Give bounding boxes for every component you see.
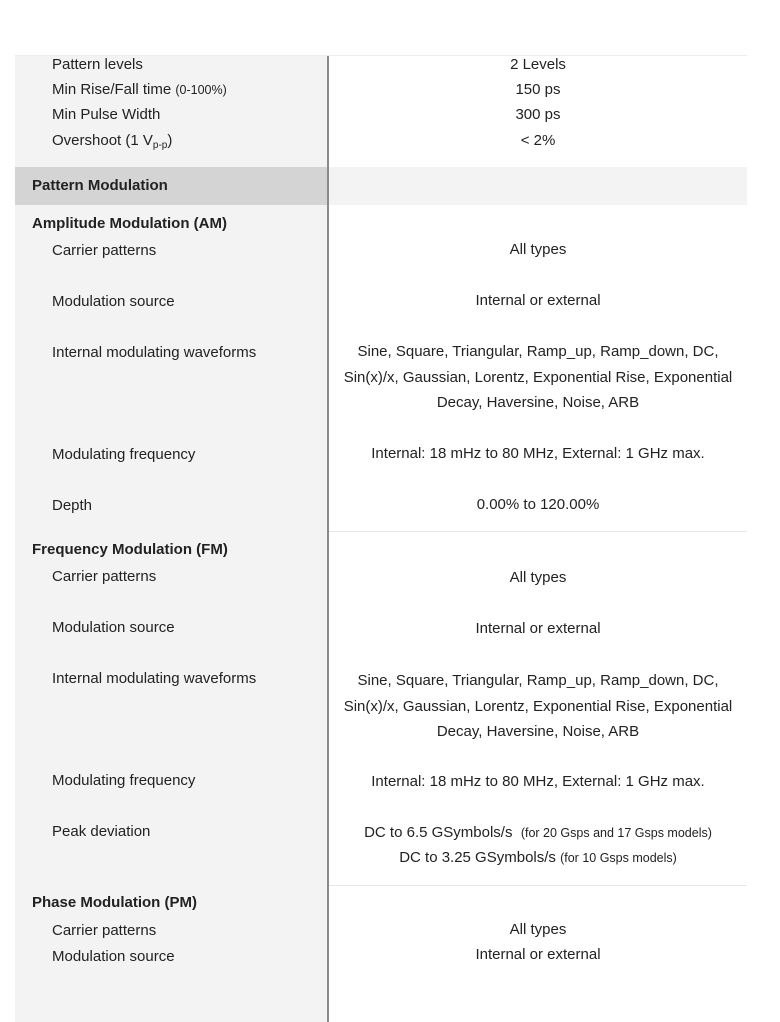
fm-frequency-label: Modulating frequency	[52, 772, 196, 789]
fm-waveforms-value	[329, 668, 747, 745]
am-depth-value: 0.00% to 120.00%	[476, 496, 600, 513]
fm-deviation-line2-text: DC to 3.25 GSymbols/s	[399, 849, 556, 866]
am-depth-label: Depth	[52, 497, 93, 514]
pm-source-value: Internal or external	[475, 946, 601, 963]
am-carrier-value: All types	[509, 241, 567, 258]
fm-deviation-line2-note: (for 10 Gsps models)	[560, 851, 677, 865]
am-frequency-value: Internal: 18 mHz to 80 MHz, External: 1 GHz max.	[371, 445, 705, 462]
fm-source-value: Internal or external	[475, 620, 601, 637]
overshoot-label	[52, 131, 172, 156]
fm-deviation-line1	[329, 823, 747, 843]
am-frequency-label: Modulating frequency	[52, 446, 196, 463]
rise-fall-label-text: Min Rise/Fall time	[52, 81, 172, 98]
am-divider	[329, 531, 747, 532]
fm-waveforms-text: Sine, Square, Triangular, Ramp_up, Ramp_down, DC, Sin(x)/x, Gaussian, Lorentz, Exponential Rise, Exponential Decay, Haversine, Noise, ARB	[343, 672, 733, 740]
am-waveforms-value	[329, 339, 747, 416]
pm-source-label: Modulation source	[52, 948, 175, 965]
rise-fall-note: (0-100%)	[175, 83, 227, 97]
am-title: Amplitude Modulation (AM)	[32, 215, 227, 232]
fm-carrier-label: Carrier patterns	[52, 568, 157, 585]
pm-carrier-label: Carrier patterns	[52, 922, 157, 939]
fm-divider	[329, 885, 747, 886]
fm-carrier-value: All types	[509, 569, 567, 586]
am-source-label: Modulation source	[52, 293, 175, 310]
overshoot-label-text: Overshoot (1 V	[52, 132, 153, 149]
pattern-levels-label: Pattern levels	[52, 56, 143, 73]
pm-carrier-value: All types	[509, 921, 567, 938]
am-waveforms-text: Sine, Square, Triangular, Ramp_up, Ramp_down, DC, Sin(x)/x, Gaussian, Lorentz, Exponential Rise, Exponential Decay, Haversine, Noise, ARB	[343, 343, 733, 411]
fm-deviation-line1-text: DC to 6.5 GSymbols/s	[364, 824, 513, 841]
fm-deviation-line1-note: (for 20 Gsps and 17 Gsps models)	[520, 826, 712, 840]
fm-deviation-line2	[329, 848, 747, 868]
section-title: Pattern Modulation	[32, 177, 168, 194]
rise-fall-value: 150 ps	[515, 81, 561, 98]
fm-deviation-label: Peak deviation	[52, 823, 151, 840]
pulse-width-value: 300 ps	[515, 106, 561, 123]
am-waveforms-label: Internal modulating waveforms	[52, 344, 257, 361]
pulse-width-label: Min Pulse Width	[52, 106, 161, 123]
rise-fall-label	[52, 80, 227, 100]
section-band-right	[329, 167, 747, 205]
fm-waveforms-label: Internal modulating waveforms	[52, 670, 257, 687]
am-source-value: Internal or external	[475, 292, 601, 309]
pm-title: Phase Modulation (PM)	[32, 894, 197, 911]
pattern-levels-value: 2 Levels	[510, 56, 566, 73]
overshoot-label-subscript: p-p	[152, 140, 168, 151]
fm-frequency-value: Internal: 18 mHz to 80 MHz, External: 1 GHz max.	[371, 773, 705, 790]
am-carrier-label: Carrier patterns	[52, 242, 157, 259]
overshoot-label-close: )	[167, 132, 173, 149]
fm-source-label: Modulation source	[52, 619, 175, 636]
overshoot-value: < 2%	[520, 132, 556, 149]
fm-title: Frequency Modulation (FM)	[32, 541, 228, 558]
